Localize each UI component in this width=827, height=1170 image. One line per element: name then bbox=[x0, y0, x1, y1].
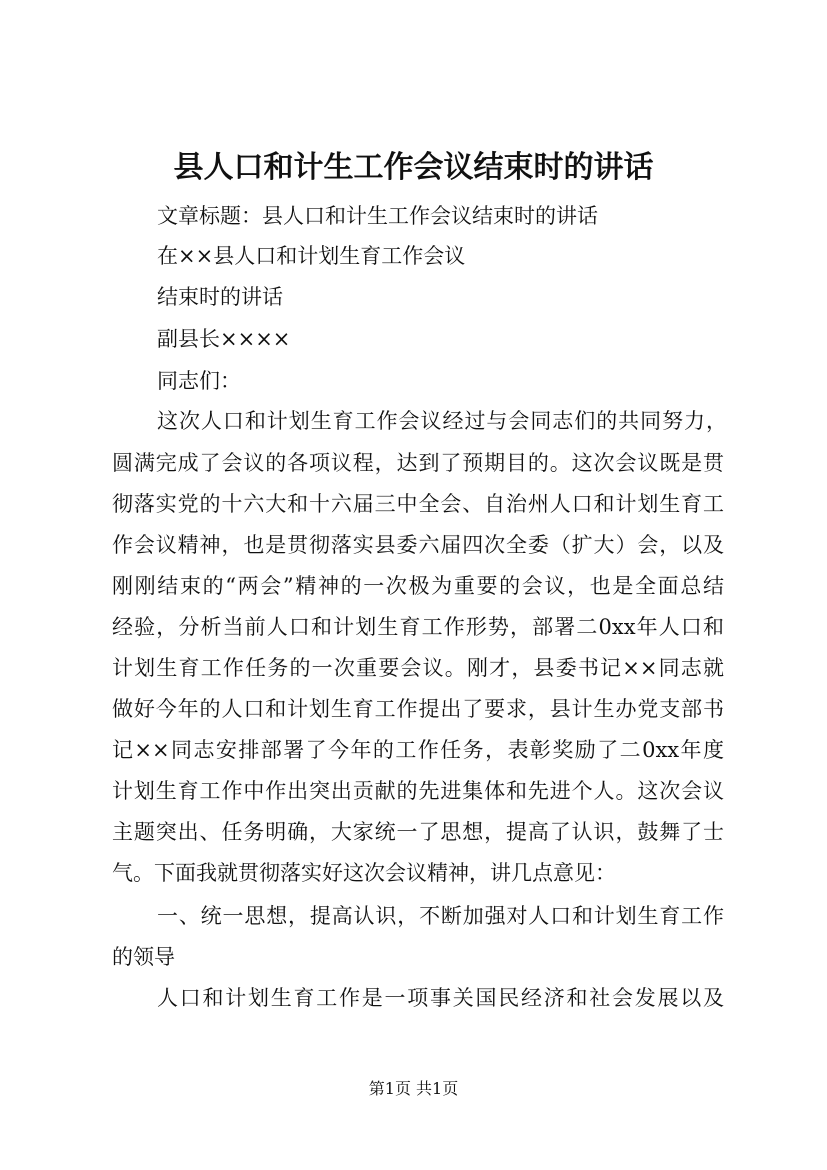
paragraph-line: 计划生育工作任务的一次重要会议。刚才，县委书记××同志就 bbox=[112, 656, 724, 680]
meeting-name-line: 在××县人口和计划生育工作会议 bbox=[157, 244, 466, 268]
paragraph-line: 气。下面我就贯彻落实好这次会议精神，讲几点意见： bbox=[112, 861, 616, 885]
paragraph-line: 做好今年的人口和计划生育工作提出了要求，县计生办党支部书 bbox=[112, 697, 724, 721]
section-heading-line: 一、统一思想，提高认识，不断加强对人口和计划生育工作 bbox=[157, 904, 724, 928]
paragraph-line: 刚刚结束的“两会”精神的一次极为重要的会议，也是全面总结 bbox=[112, 574, 724, 598]
page-footer: 第1页 共1页 bbox=[368, 1079, 459, 1098]
speech-subtitle-line: 结束时的讲话 bbox=[157, 285, 283, 309]
paragraph-line: 主题突出、任务明确，大家统一了思想，提高了认识，鼓舞了士 bbox=[112, 820, 724, 844]
paragraph-line: 彻落实党的十六大和十六届三中全会、自治州人口和计划生育工 bbox=[112, 492, 724, 516]
speaker-line: 副县长×××× bbox=[157, 327, 291, 351]
paragraph-line: 记××同志安排部署了今年的工作任务，表彰奖励了二0xx年度 bbox=[112, 738, 724, 762]
article-title-line: 文章标题：县人口和计生工作会议结束时的讲话 bbox=[157, 204, 598, 228]
section-heading-line: 的领导 bbox=[112, 945, 175, 969]
paragraph-line: 作会议精神，也是贯彻落实县委六届四次全委（扩大）会，以及 bbox=[112, 533, 724, 557]
salutation-line: 同志们： bbox=[157, 369, 241, 393]
paragraph-line: 计划生育工作中作出突出贡献的先进集体和先进个人。这次会议 bbox=[112, 779, 724, 803]
paragraph-line: 这次人口和计划生育工作会议经过与会同志们的共同努力， bbox=[157, 409, 727, 433]
paragraph-line: 经验，分析当前人口和计划生育工作形势，部署二0xx年人口和 bbox=[112, 615, 724, 639]
paragraph-line: 人口和计划生育工作是一项事关国民经济和社会发展以及 bbox=[157, 986, 724, 1010]
page-title: 县人口和计生工作会议结束时的讲话 bbox=[173, 150, 654, 185]
paragraph-line: 圆满完成了会议的各项议程，达到了预期目的。这次会议既是贯 bbox=[112, 451, 724, 475]
